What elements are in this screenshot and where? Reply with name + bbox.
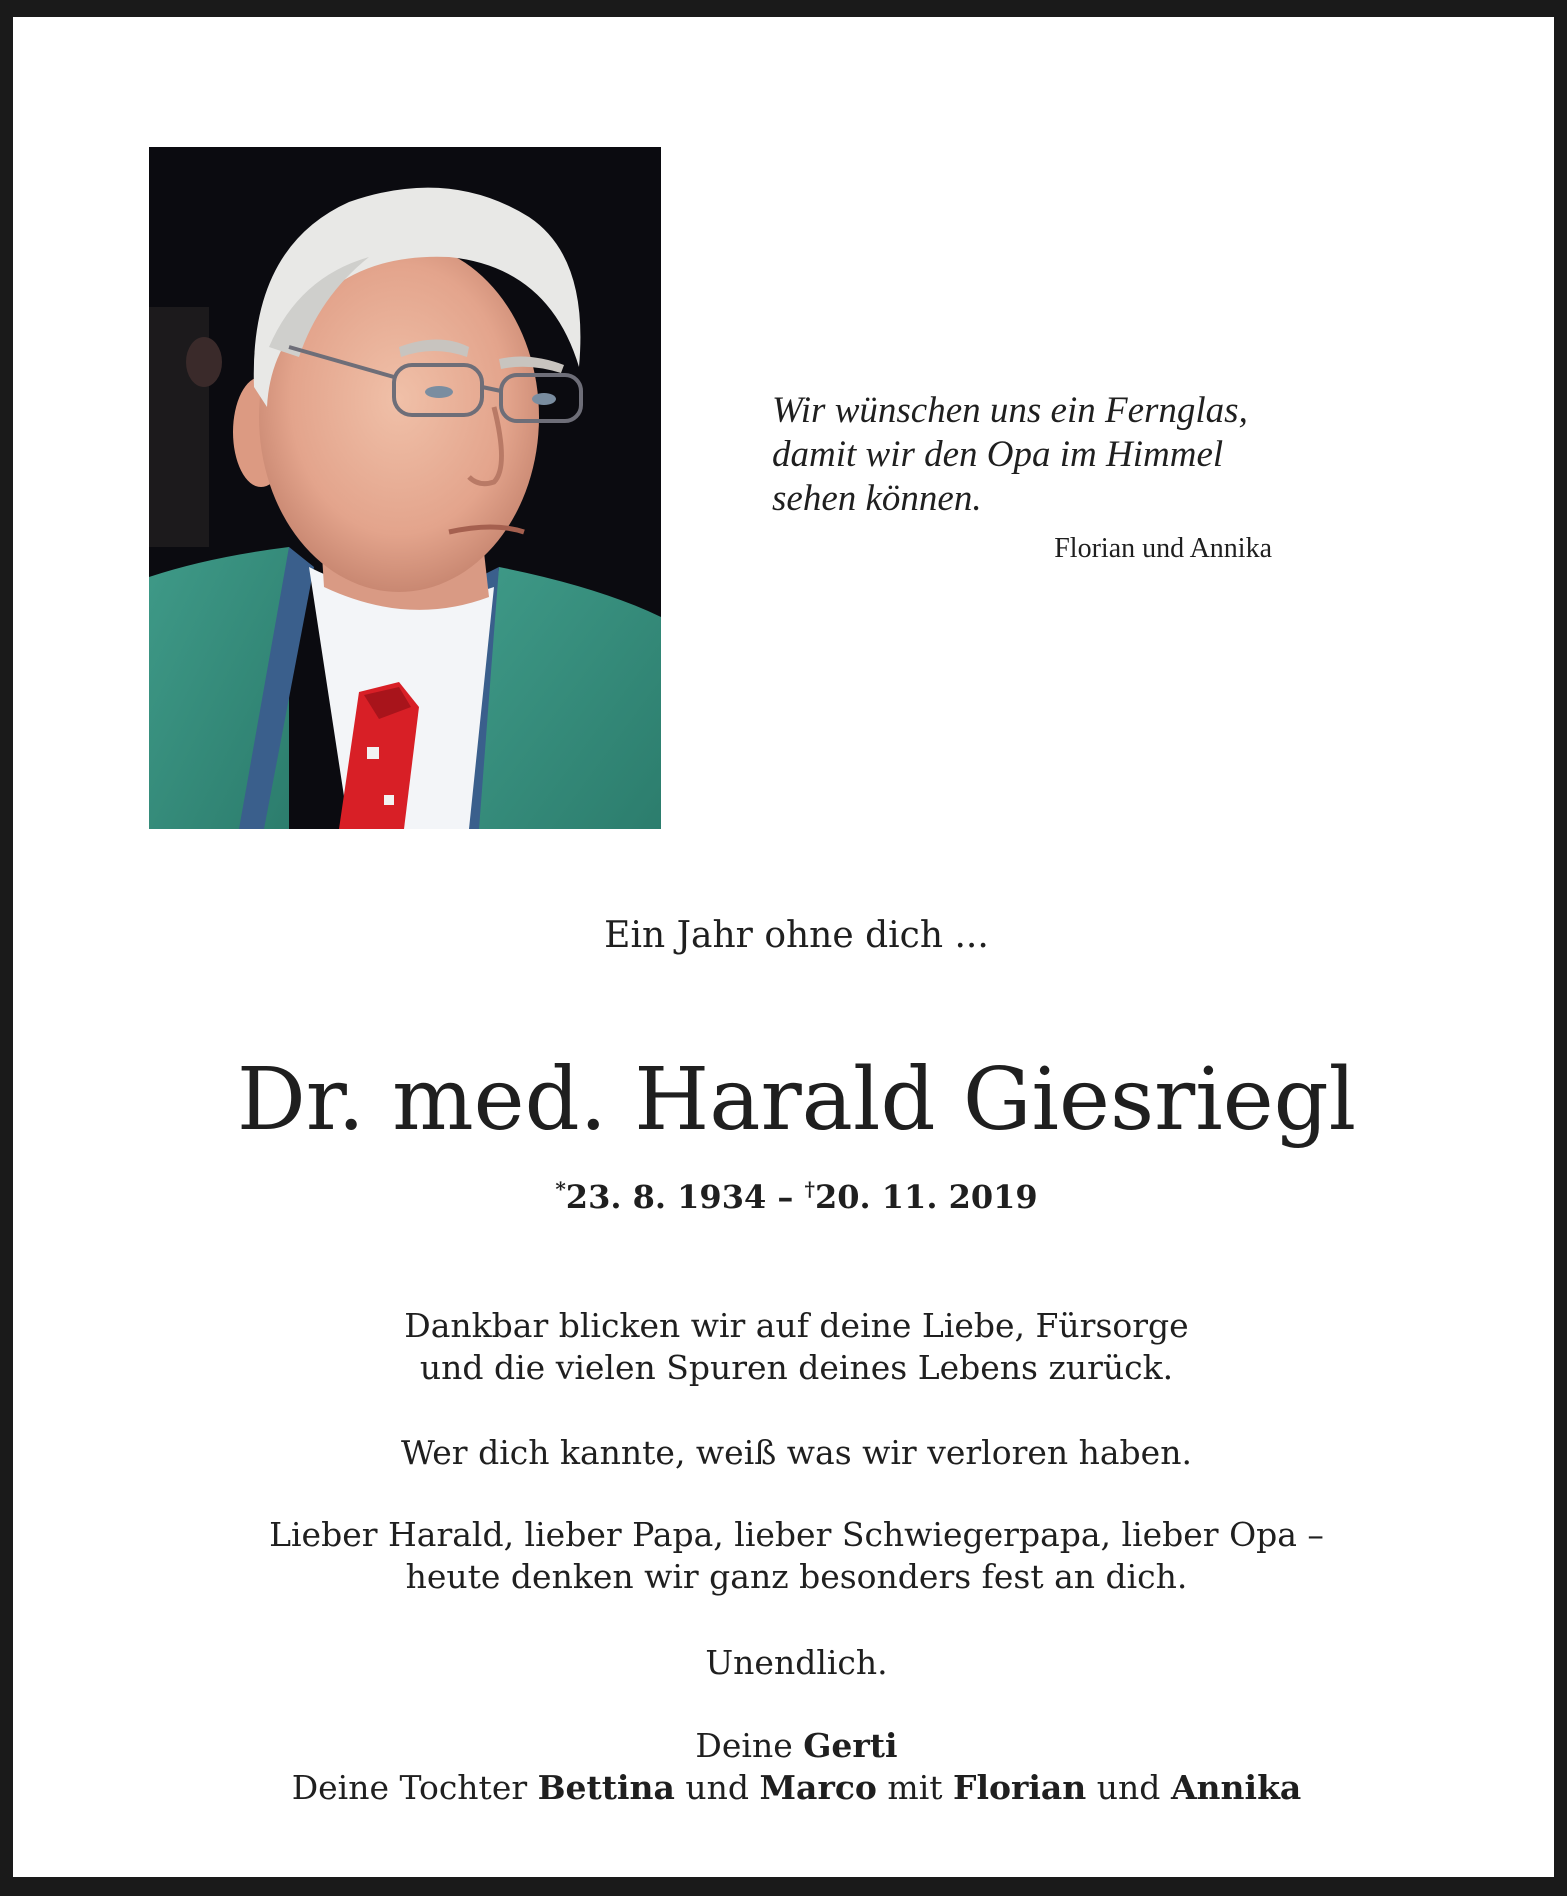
- signature-name: Marco: [759, 1768, 877, 1807]
- birth-date: 23. 8. 1934: [565, 1178, 767, 1216]
- signature-block: [26, 1725, 1567, 1809]
- signature-text: und: [1086, 1768, 1171, 1807]
- paragraph-remembrance: [26, 1514, 1567, 1598]
- birth-symbol: *: [555, 1177, 566, 1201]
- paragraph-line: Dankbar blicken wir auf deine Liebe, Fürsorge: [404, 1306, 1189, 1345]
- signature-name: Annika: [1170, 1768, 1302, 1807]
- death-date: 20. 11. 2019: [814, 1178, 1038, 1216]
- signature-name: Gerti: [803, 1726, 898, 1765]
- signature-line-2: [26, 1767, 1567, 1809]
- quote-line: damit wir den Opa im Himmel: [772, 434, 1224, 475]
- quote-line: sehen können.: [772, 478, 982, 519]
- portrait-photo: [149, 147, 661, 829]
- paragraph-line: und die vielen Spuren deines Lebens zurück.: [419, 1348, 1174, 1387]
- life-dates: [26, 1177, 1567, 1216]
- quote-block: [772, 389, 1292, 565]
- death-symbol: †: [804, 1177, 815, 1201]
- paragraph-line: Unendlich.: [705, 1643, 888, 1682]
- signature-name: Bettina: [537, 1768, 675, 1807]
- paragraph-gratitude: [26, 1305, 1567, 1389]
- intro-text: Ein Jahr ohne dich ...: [604, 915, 989, 956]
- quote-text: [772, 389, 1292, 521]
- quote-author: Florian und Annika: [1054, 533, 1272, 564]
- signature-line-1: [26, 1725, 1567, 1767]
- signature-text: Deine Tochter: [291, 1768, 538, 1807]
- paragraph-loss: [26, 1432, 1567, 1474]
- portrait-image: [149, 147, 661, 829]
- date-separator: –: [766, 1178, 805, 1216]
- signature-text: mit: [876, 1768, 954, 1807]
- paragraph-forever: [26, 1642, 1567, 1684]
- signature-name: Florian: [953, 1768, 1087, 1807]
- signature-text: Deine: [695, 1726, 804, 1765]
- paragraph-line: Lieber Harald, lieber Papa, lieber Schwiegerpapa, lieber Opa –: [269, 1515, 1324, 1554]
- signature-text: und: [674, 1768, 760, 1807]
- quote-line: Wir wünschen uns ein Fernglas,: [772, 390, 1248, 431]
- deceased-name: Dr. med. Harald Giesriegl: [236, 1050, 1357, 1150]
- paragraph-line: Wer dich kannte, weiß was wir verloren haben.: [401, 1433, 1192, 1472]
- paragraph-line: heute denken wir ganz besonders fest an dich.: [405, 1557, 1188, 1596]
